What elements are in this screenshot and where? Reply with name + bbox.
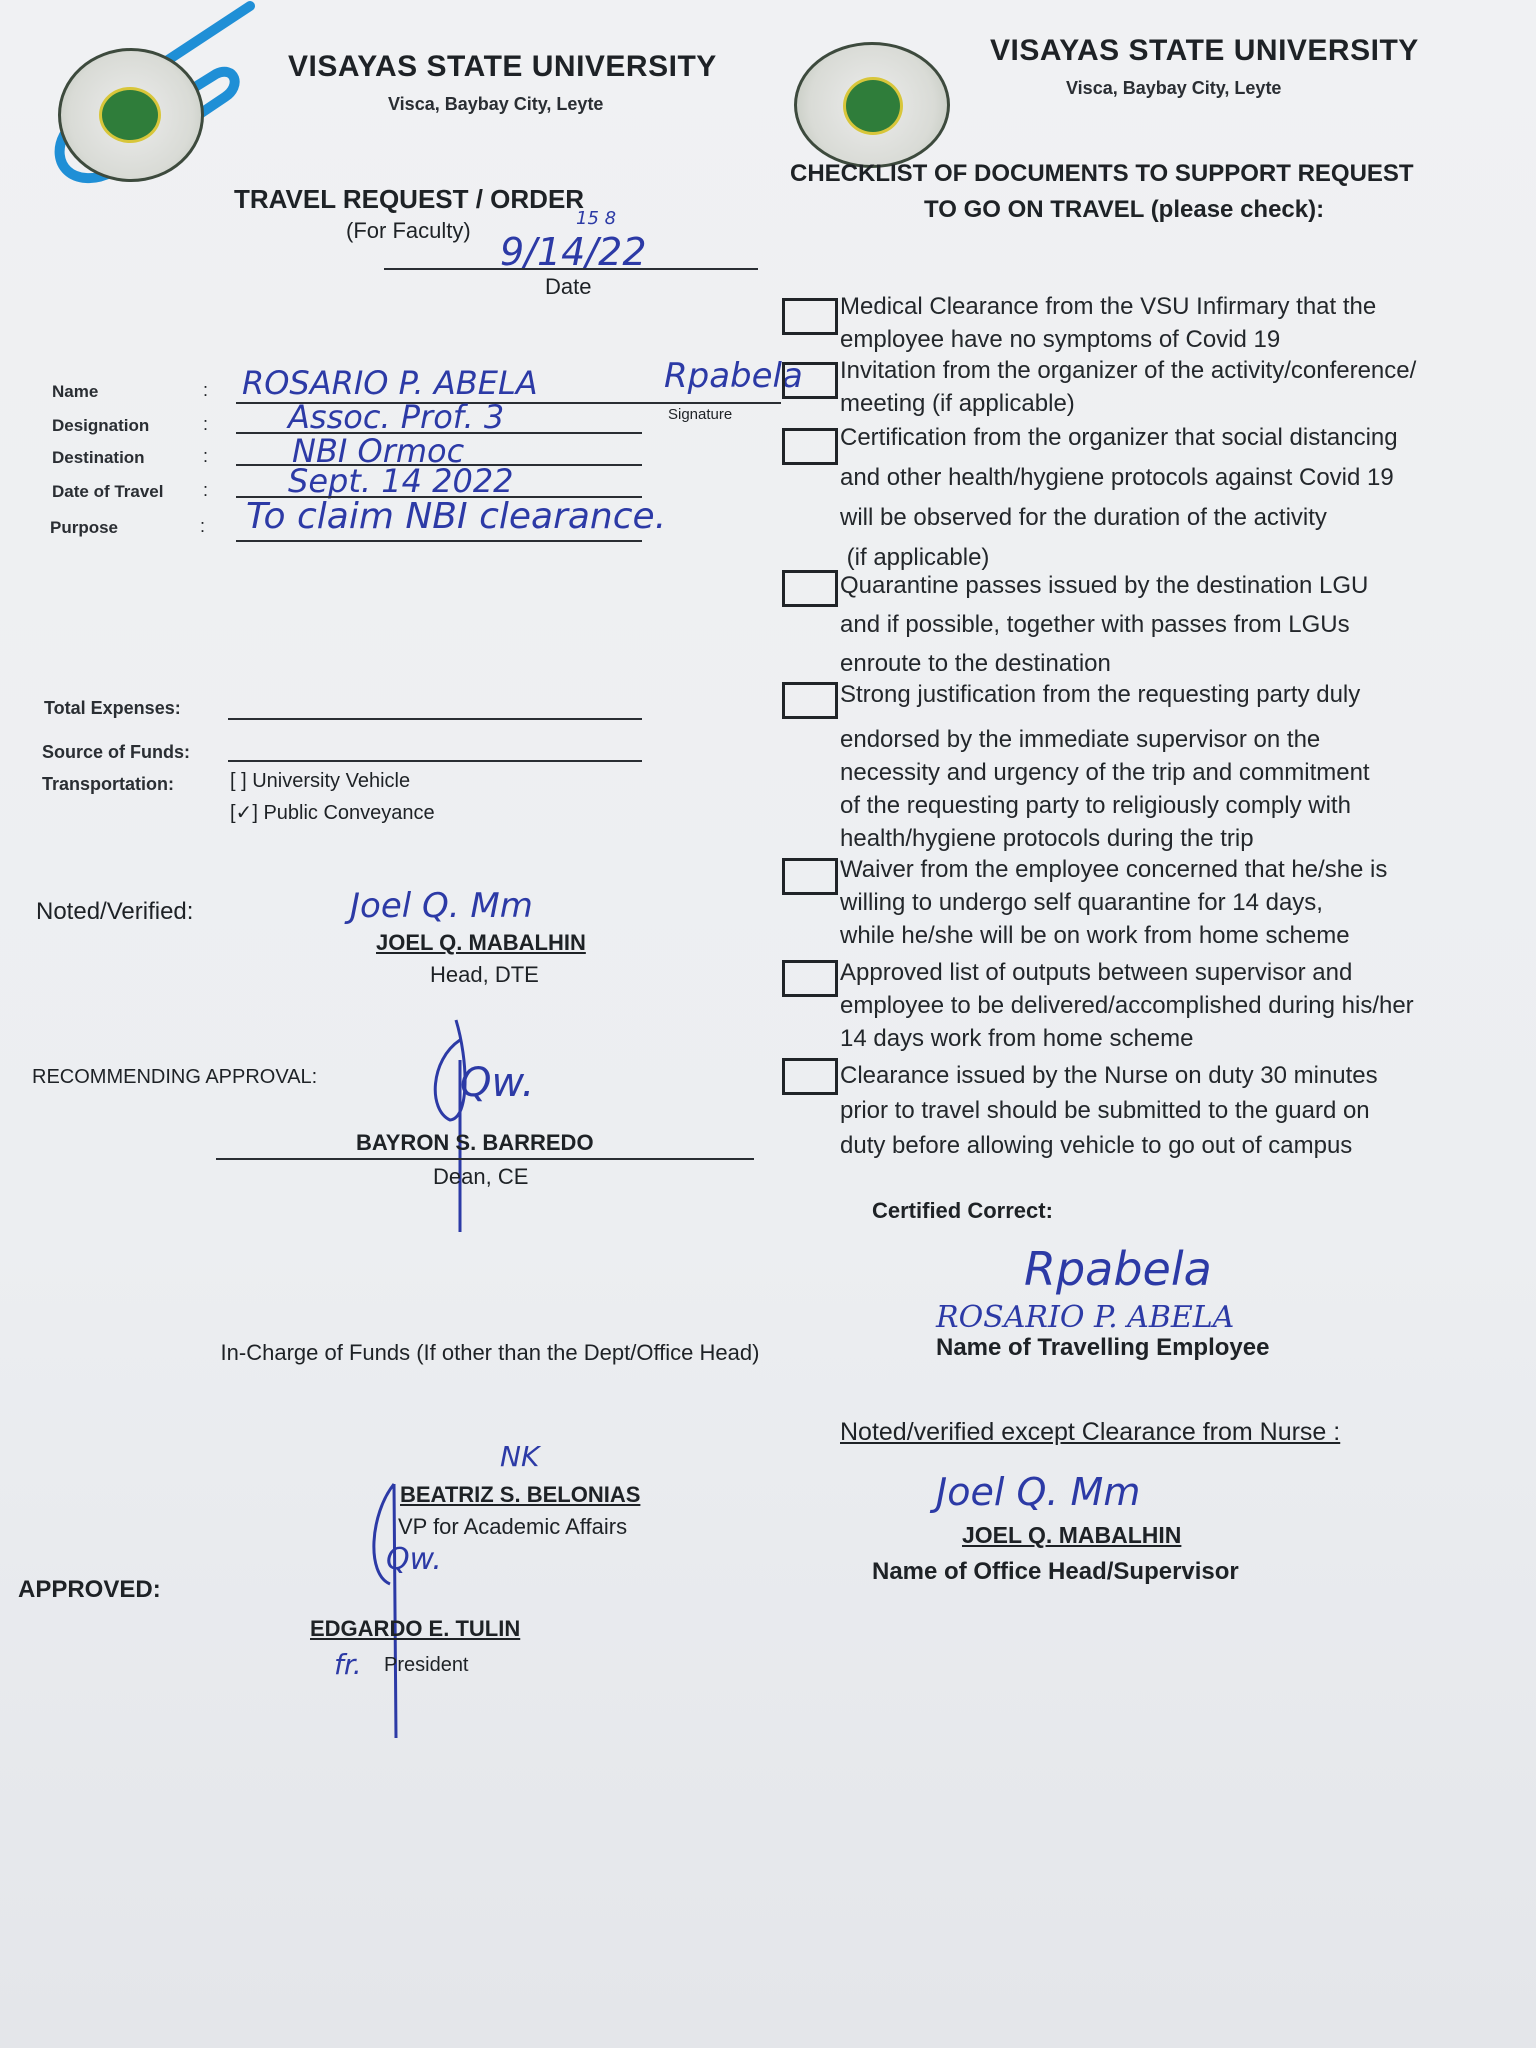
- checklist-line: health/hygiene protocols during the trip: [840, 825, 1254, 852]
- checklist-checkbox-3[interactable]: [782, 428, 838, 465]
- checklist-checkbox-7[interactable]: [782, 960, 838, 997]
- head-caption: Name of Office Head/Supervisor: [872, 1558, 1239, 1585]
- transport-mark: [✓]: [230, 802, 258, 824]
- checklist-checkbox-8[interactable]: [782, 1058, 838, 1095]
- date-line: [384, 268, 758, 270]
- checklist-item-4: [840, 566, 1368, 683]
- checklist-line: prior to travel should be submitted to the guard on: [840, 1097, 1370, 1124]
- checklist-item-8: [840, 1058, 1378, 1163]
- checklist-line: while he/she will be on work from home scheme: [840, 922, 1350, 949]
- university-address-right: Visca, Baybay City, Leyte: [1066, 78, 1282, 98]
- recommending-signature: Qw.: [460, 1060, 535, 1106]
- checklist-line: Quarantine passes issued by the destination LGU: [840, 572, 1369, 599]
- university-name-left: VISAYAS STATE UNIVERSITY: [288, 50, 717, 83]
- transport-option-label: University Vehicle: [252, 770, 411, 792]
- checklist-line: 14 days work from home scheme: [840, 1025, 1194, 1052]
- recommending-position: Dean, CE: [433, 1164, 529, 1189]
- purpose-value: To claim NBI clearance.: [246, 496, 667, 537]
- requester-signature: Rpabela: [664, 356, 803, 396]
- date-of-travel-value: Sept. 14 2022: [288, 462, 514, 500]
- transport-option-label: Public Conveyance: [263, 802, 435, 824]
- traveller-name-handwritten: ROSARIO P. ABELA: [936, 1300, 1235, 1335]
- recommending-signature-stroke: [420, 1000, 580, 1240]
- checklist-line: and if possible, together with passes from LGUs: [840, 611, 1350, 638]
- checklist-line: employee to be delivered/accomplished during his/her: [840, 992, 1414, 1019]
- date-value: 9/14/22: [500, 230, 647, 274]
- checklist-line: Waiver from the employee concerned that he/she is: [840, 856, 1388, 883]
- checklist-line: endorsed by the immediate supervisor on the: [840, 726, 1321, 753]
- name-label: Name: [52, 382, 99, 401]
- checklist-title-line1: CHECKLIST OF DOCUMENTS TO SUPPORT REQUEST: [790, 160, 1414, 187]
- checklist-line: meeting (if applicable): [840, 390, 1075, 417]
- recommending-line: [216, 1158, 754, 1160]
- checklist-line: (if applicable): [840, 544, 990, 571]
- checklist-item-3: [840, 418, 1398, 578]
- total-expenses-label: Total Expenses:: [44, 698, 181, 718]
- noted-position: Head, DTE: [430, 962, 539, 987]
- approved-label: APPROVED:: [18, 1576, 161, 1603]
- checklist-item-7: [840, 956, 1414, 1055]
- certified-correct-label: Certified Correct:: [872, 1198, 1053, 1223]
- checklist-item-1: [840, 290, 1376, 356]
- noted-verified-label: Noted/Verified:: [36, 898, 194, 925]
- checklist-line: Certification from the organizer that social distancing: [840, 424, 1398, 451]
- destination-value: NBI Ormoc: [292, 432, 465, 470]
- noted-except-label: Noted/verified except Clearance from Nurse :: [840, 1418, 1341, 1446]
- noted-name: JOEL Q. MABALHIN: [376, 930, 586, 955]
- vp-signature: Qw.: [386, 1542, 442, 1577]
- designation-label: Designation: [52, 416, 150, 435]
- date-label: Date: [545, 274, 592, 299]
- university-seal-right: [794, 42, 950, 168]
- checklist-line: willing to undergo self quarantine for 14 days,: [840, 889, 1323, 916]
- checklist-item-2: [840, 354, 1416, 420]
- checklist-line: Strong justification from the requesting party duly: [840, 681, 1361, 708]
- designation-value: Assoc. Prof. 3: [288, 398, 505, 436]
- checklist-checkbox-2[interactable]: [782, 362, 838, 399]
- transport-option-public-conveyance: [230, 800, 435, 825]
- checklist-item-5: [840, 678, 1370, 855]
- source-of-funds-label: Source of Funds:: [42, 742, 190, 762]
- traveller-signature: Rpabela: [1024, 1242, 1212, 1296]
- president-prefix: fr.: [334, 1648, 362, 1681]
- checklist-checkbox-5[interactable]: [782, 682, 838, 719]
- colon: :: [203, 480, 209, 500]
- recommending-approval-label: RECOMMENDING APPROVAL:: [32, 1066, 318, 1088]
- head-name: JOEL Q. MABALHIN: [962, 1522, 1182, 1548]
- name-value: ROSARIO P. ABELA: [242, 364, 538, 402]
- president-position: President: [384, 1654, 469, 1676]
- checklist-checkbox-4[interactable]: [782, 570, 838, 607]
- checklist-line: enroute to the destination: [840, 650, 1111, 677]
- in-charge-of-funds-label: In-Charge of Funds (If other than the Dept/Office Head): [220, 1340, 760, 1365]
- colon: :: [203, 414, 209, 434]
- university-address-left: Visca, Baybay City, Leyte: [388, 94, 604, 114]
- transport-option-university-vehicle: [230, 770, 410, 793]
- checklist-line: duty before allowing vehicle to go out of campus: [840, 1132, 1353, 1159]
- university-seal-left: [58, 48, 204, 182]
- noted-signature: Joel Q. Mm: [350, 886, 533, 926]
- checklist-line: Invitation from the organizer of the activity/conference/: [840, 357, 1417, 384]
- vp-position: VP for Academic Affairs: [398, 1514, 628, 1539]
- date-of-travel-label: Date of Travel: [52, 482, 164, 501]
- colon: :: [203, 380, 209, 400]
- form-subtitle: (For Faculty): [346, 218, 471, 243]
- transportation-label: Transportation:: [42, 774, 175, 794]
- purpose-line: [236, 540, 642, 542]
- vp-initials: NK: [500, 1440, 540, 1473]
- checklist-line: Medical Clearance from the VSU Infirmary that the: [840, 293, 1377, 320]
- checklist-line: Approved list of outputs between supervisor and: [840, 959, 1353, 986]
- destination-label: Destination: [52, 448, 145, 467]
- head-signature: Joel Q. Mm: [936, 1470, 1141, 1514]
- checklist-line: will be observed for the duration of the activity: [840, 504, 1327, 531]
- colon: :: [200, 516, 206, 536]
- checklist-title-line2: TO GO ON TRAVEL (please check):: [924, 196, 1325, 223]
- colon: :: [203, 446, 209, 466]
- source-of-funds-line: [228, 760, 642, 762]
- transport-mark: [ ]: [230, 770, 247, 792]
- total-expenses-line: [228, 718, 642, 720]
- traveller-caption: Name of Travelling Employee: [936, 1334, 1270, 1361]
- checklist-line: and other health/hygiene protocols against Covid 19: [840, 464, 1394, 491]
- checklist-item-6: [840, 853, 1387, 952]
- president-name: EDGARDO E. TULIN: [310, 1616, 521, 1641]
- university-name-right: VISAYAS STATE UNIVERSITY: [990, 34, 1419, 67]
- checklist-checkbox-1[interactable]: [782, 298, 838, 335]
- recommending-name: BAYRON S. BARREDO: [356, 1130, 594, 1155]
- checklist-checkbox-6[interactable]: [782, 858, 838, 895]
- date-correction: 15 8: [576, 208, 617, 229]
- checklist-line: Clearance issued by the Nurse on duty 30 minutes: [840, 1062, 1378, 1089]
- signature-label: Signature: [668, 406, 733, 423]
- vp-name: BEATRIZ S. BELONIAS: [400, 1482, 641, 1507]
- checklist-line: necessity and urgency of the trip and commitment: [840, 759, 1370, 786]
- checklist-line: employee have no symptoms of Covid 19: [840, 326, 1281, 353]
- purpose-label: Purpose: [50, 518, 119, 537]
- form-title: TRAVEL REQUEST / ORDER: [234, 184, 585, 214]
- checklist-line: of the requesting party to religiously comply with: [840, 792, 1351, 819]
